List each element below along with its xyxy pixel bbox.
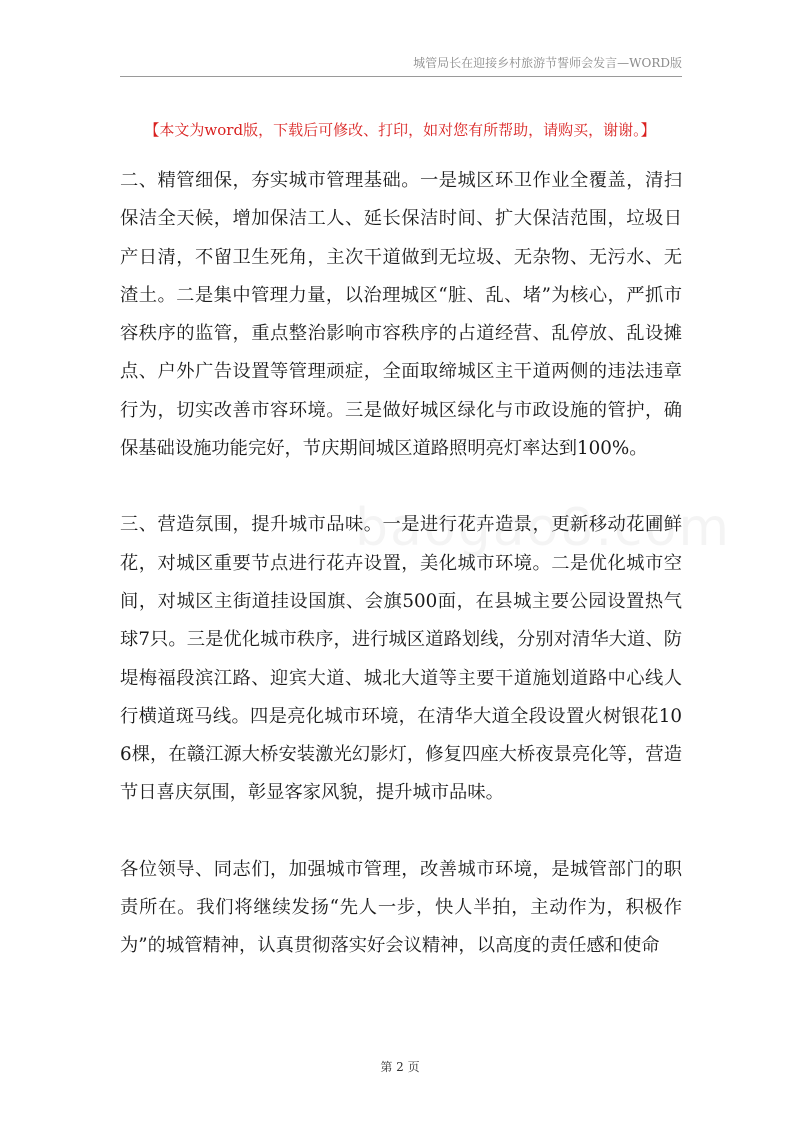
document-body — [120, 162, 682, 966]
paragraph-section-three: 三、营造氛围，提升城市品味。一是进行花卉造景，更新移动花圃鲜花，对城区重要节点进行花卉设置，美化城市环境。二是优化城市空间，对城区主街道挂设国旗、会旗500面，在县城主要公园设置热气球7只。三是优化城市秩序，进行城区道路划线，分别对清华大道、防堤梅福段滨江路、迎宾大道、城北大道等主要干道施划道路中心线人行横道斑马线。四是亮化城市环境，在清华大道全段设置火树银花106棵，在赣江源大桥安装激光幻影灯，修复四座大桥夜景亮化等，营造节日喜庆氛围，彰显客家风貌，提升城市品味。 — [120, 514, 682, 804]
purchase-notice: 【本文为word版，下载后可修改、打印，如对您有所帮助，请购买，谢谢。】 — [144, 121, 656, 139]
paragraph-section-two: 二、精管细保，夯实城市管理基础。一是城区环卫作业全覆盖，清扫保洁全天候，增加保洁工人、延长保洁时间、扩大保洁范围，垃圾日产日清，不留卫生死角，主次干道做到无垃圾、无杂物、无污水、无渣土。二是集中管理力量，以治理城区“脏、乱、堵”为核心，严抓市容秩序的监管，重点整治影响市容秩序的占道经营、乱停放、乱设摊点、户外广告设置等管理顽症，全面取缔城区主干道两侧的违法违章行为，切实改善市容环境。三是做好城区绿化与市政设施的管护，确保基础设施功能完好，节庆期间城区道路照明亮灯率达到100%。 — [120, 170, 682, 460]
paragraph-closing: 各位领导、同志们，加强城市管理，改善城市环境，是城管部门的职责所在。我们将继续发扬“先人一步，快人半拍，主动作为，积极作为”的城管精神，认真贯彻落实好会议精神，以高度的责任感和使命 — [120, 858, 682, 957]
page-header — [120, 54, 682, 77]
document-title: 城管局长在迎接乡村旅游节誓师会发言—WORD版 — [413, 56, 682, 70]
page-number: 第 2 页 — [380, 1060, 420, 1074]
